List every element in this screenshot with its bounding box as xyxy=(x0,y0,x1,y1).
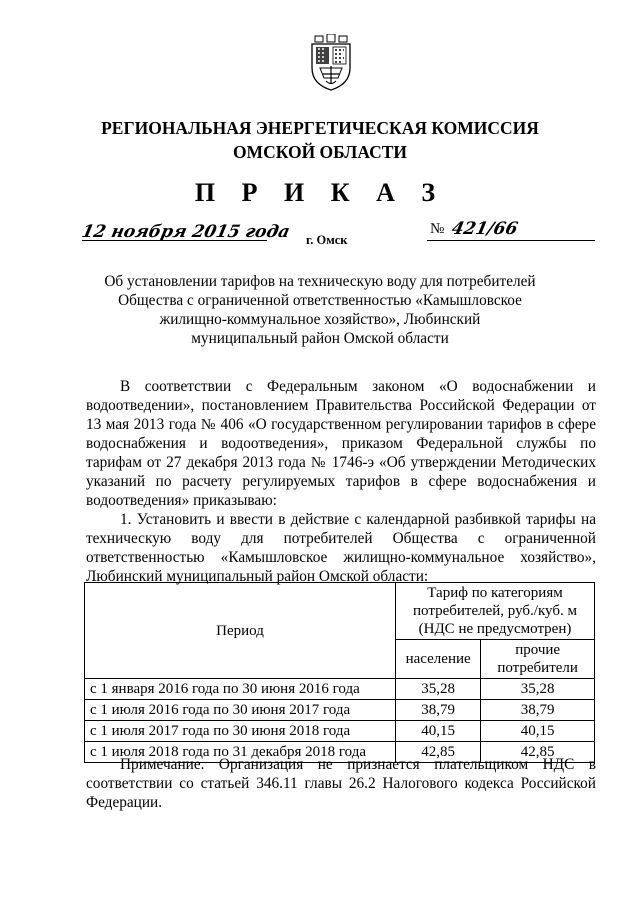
table-row xyxy=(85,700,595,721)
subject-line: Об установлении тарифов на техническую воду для потребителей xyxy=(104,273,536,290)
note-paragraph: Примечание. Организация не признается плательщиком НДС в соответствии со статьей 346.11 главы 26.2 Налогового кодекса Российской Федерации. xyxy=(86,756,596,811)
header-other-consumers: прочие потребители xyxy=(481,640,595,679)
header-population: население xyxy=(396,640,481,679)
other-tariff-cell: 42,85 xyxy=(481,742,595,763)
subject-line: муниципальный район Омской области xyxy=(191,330,449,347)
date-underline xyxy=(82,240,267,241)
header-tariff: Тариф по категориям потребителей, руб./куб. м (НДС не предусмотрен) xyxy=(396,583,595,640)
city-label: г. Омск xyxy=(306,233,348,247)
other-tariff-cell: 38,79 xyxy=(481,700,595,721)
subject-line: жилищно-коммунальное хозяйство», Любинский xyxy=(159,311,481,328)
subject-line: Общества с ограниченной ответственностью «Камышловское xyxy=(118,292,522,309)
org-name-line2: ОМСКОЙ ОБЛАСТИ xyxy=(232,142,408,162)
handwritten-order-number: 421/66 xyxy=(449,219,520,239)
population-tariff-cell: 35,28 xyxy=(396,679,481,700)
preamble-paragraph: В соответствии с Федеральным законом «О водоснабжении и водоотведении», постановлением Правительства Российской Федерации от 13 мая 2013 года № 406 «О государственном регулировании тарифов в сфере водоснабжения и водоотведения», приказом Федеральной службы по тарифам от 27 декабря 2013 года № 1746-э «Об утверждении Методических указаний по расчету регулируемых тарифов в сфере водоснабжения и водоотведения» приказываю: xyxy=(86,378,596,509)
org-name-line1: РЕГИОНАЛЬНАЯ ЭНЕРГЕТИЧЕСКАЯ КОМИССИЯ xyxy=(101,118,539,138)
period-cell: с 1 января 2016 года по 30 июня 2016 года xyxy=(85,679,396,700)
omsk-region-coat-of-arms-icon xyxy=(308,34,354,92)
handwritten-date: 12 ноября 2015 года xyxy=(79,222,292,242)
other-tariff-cell: 40,15 xyxy=(481,721,595,742)
note xyxy=(86,755,596,812)
table-row xyxy=(85,721,595,742)
item-1-paragraph: 1. Установить и ввести в действие с календарной разбивкой тарифы на техническую воду для потребителей Общества с ограниченной ответственностью «Камышловское жилищно-коммунальное хозяйство», Любинский муниципальный район Омской области: xyxy=(86,511,596,585)
period-cell: с 1 июля 2016 года по 30 июня 2017 года xyxy=(85,700,396,721)
order-subject xyxy=(100,272,540,348)
period-cell: с 1 июля 2017 года по 30 июня 2018 года xyxy=(85,721,396,742)
period-cell: с 1 июля 2018 года по 31 декабря 2018 года xyxy=(85,742,396,763)
number-underline xyxy=(427,240,595,241)
order-body xyxy=(86,377,596,586)
other-tariff-cell: 35,28 xyxy=(481,679,595,700)
document-type-title: П Р И К А З xyxy=(194,178,446,207)
number-sign: № xyxy=(430,221,445,237)
population-tariff-cell: 42,85 xyxy=(396,742,481,763)
tariff-table xyxy=(84,582,595,763)
header-period: Период xyxy=(85,583,396,679)
population-tariff-cell: 40,15 xyxy=(396,721,481,742)
table-row xyxy=(85,679,595,700)
population-tariff-cell: 38,79 xyxy=(396,700,481,721)
